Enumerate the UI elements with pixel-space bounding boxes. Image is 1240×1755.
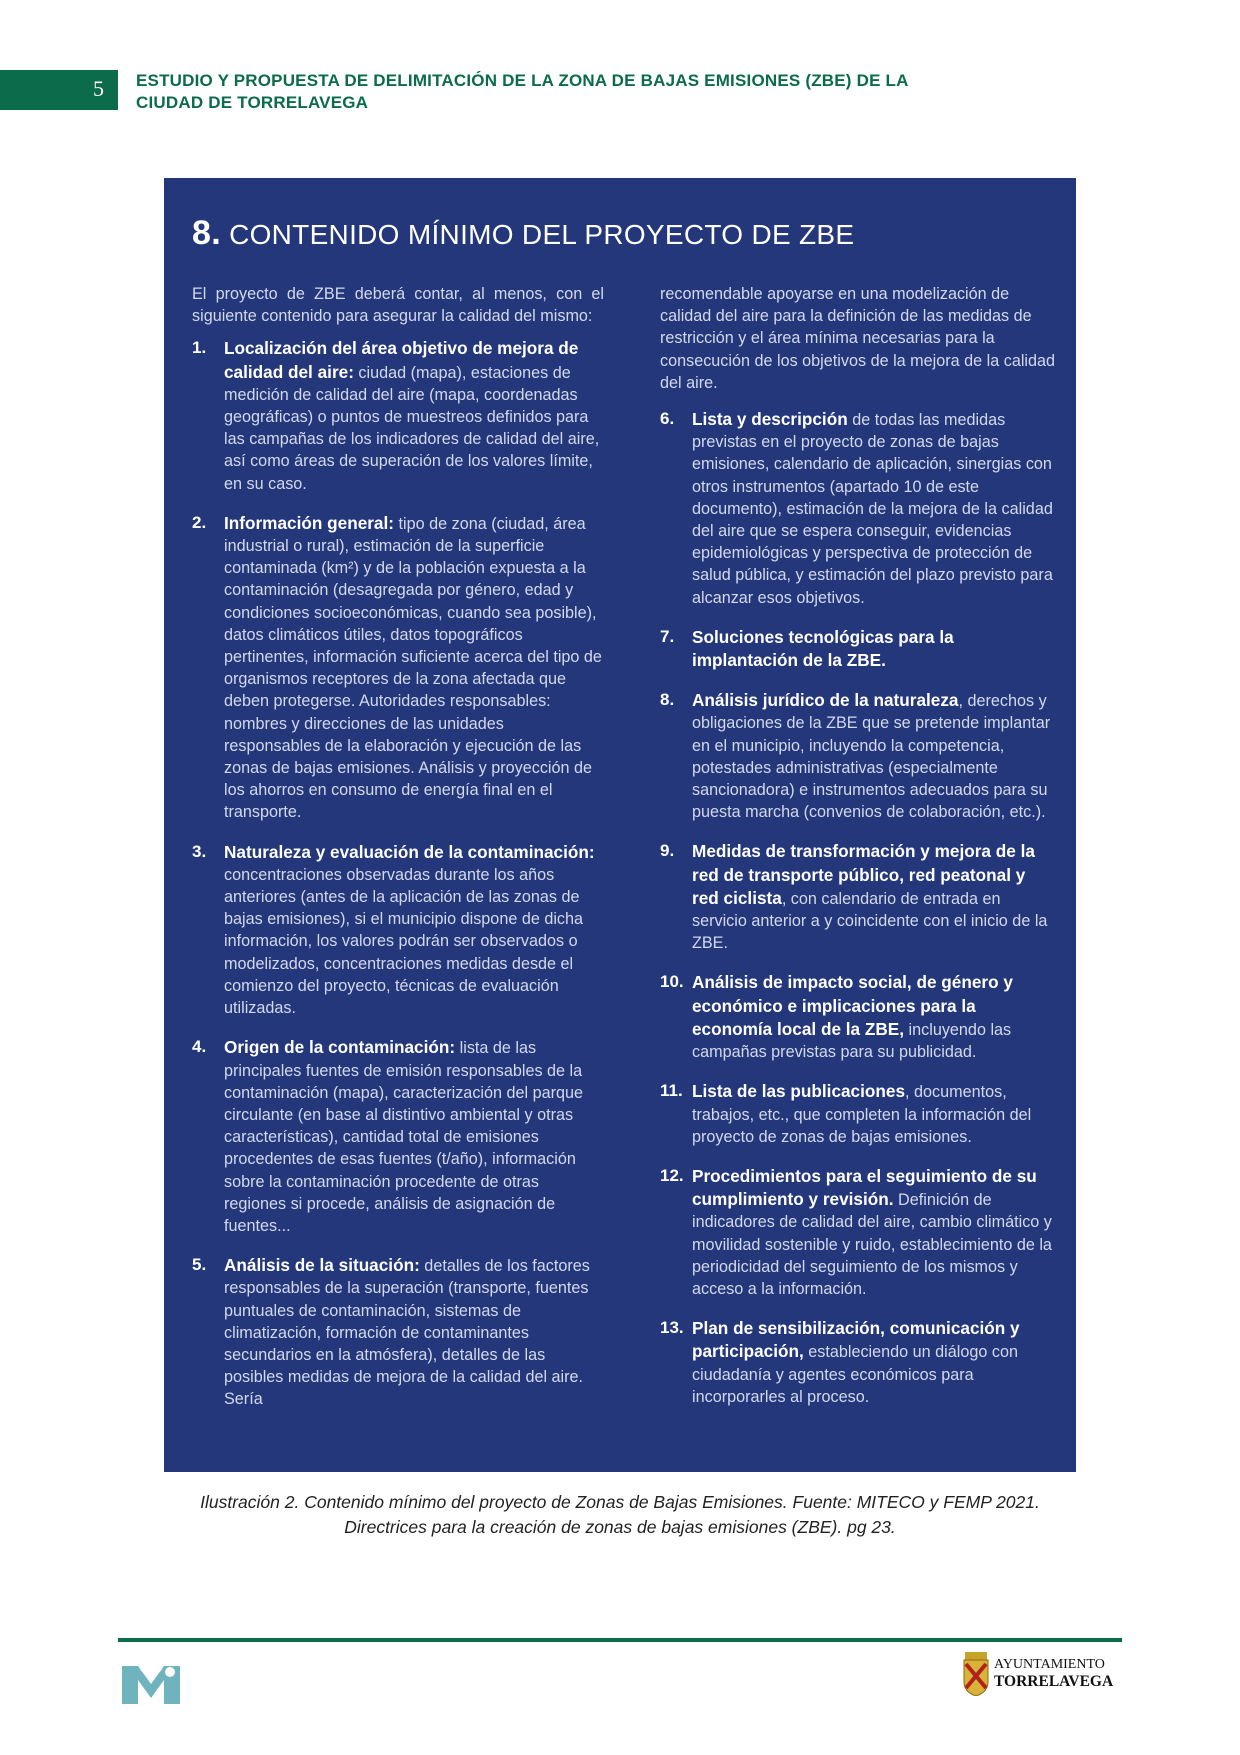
header-title-line2: CIUDAD DE TORRELAVEGA — [136, 93, 369, 112]
figure-caption — [140, 1490, 1100, 1540]
page-number: 5 — [93, 76, 104, 101]
list-item: 11. Lista de las publicaciones, documentos, trabajos, etc., que completen la información del proyecto de zonas de bajas emisiones. — [660, 1081, 1032, 1146]
figure-title-number: 8. — [192, 214, 221, 252]
list-item: 3. Naturaleza y evaluación de la contaminación: concentraciones observadas durante los años anteriores (antes de la aplicación de las zonas de bajas emisiones), si el municipio dispone de dicha información, los valores podrán ser observados o modelizados, concentraciones medidas desde el comienzo del proyecto, técnicas de evaluación utilizadas. — [192, 841, 595, 1018]
ayuntamiento-line2: TORRELAVEGA — [994, 1673, 1114, 1690]
caption-line1: Ilustración 2. Contenido mínimo del proyecto de Zonas de Bajas Emisiones. Fuente: MITECO y FEMP 2021. — [200, 1492, 1040, 1512]
list-item: 6. Lista y descripción de todas las medidas previstas en el proyecto de zonas de bajas emisiones, calendario de aplicación, sinergias con otros instrumentos (apartado 10 de este documento), estimación de la mejora de la calidad del aire que se espera conseguir, evidencias epidemiológicas y perspectiva de protección de salud pública, y estimación del plazo previsto para alcanzar esos objetivos. — [660, 409, 1053, 607]
list-item: 10. Análisis de impacto social, de género y económico e implicaciones para la economía local de la ZBE, incluyendo las campañas previstas para su publicidad. — [660, 972, 1013, 1062]
figure-title — [192, 214, 854, 253]
list-item: 13. Plan de sensibilización, comunicación y participación, estableciendo un diálogo con ciudadanía y agentes económicos para incorporarles al proceso. — [660, 1318, 1020, 1406]
list-item: 7. Soluciones tecnológicas para la implantación de la ZBE. — [660, 626, 954, 671]
caption-line2: Directrices para la creación de zonas de bajas emisiones (ZBE). pg 23. — [344, 1517, 896, 1537]
list-item: 2. Información general: tipo de zona (ciudad, área industrial o rural), estimación de la superficie contaminada (km²) y de la población expuesta a la contaminación (desagregada por género, edad y condiciones socioeconómicas, cuando sea posible), datos climáticos útiles, datos topográficos pertinentes, información suficiente acerca del tipo de organismos receptores de la zona afectada que deben protegerse. Autoridades responsables: nombres y direcciones de las unidades responsables de la elaboración y ejecución de las zonas de bajas emisiones. Análisis y proyección de los ahorros en consumo de energía final en el transporte. — [192, 512, 602, 822]
list-item: 8. Análisis jurídico de la naturaleza, derechos y obligaciones de la ZBE que se pretende implantar en el municipio, incluyendo la competencia, potestades administrativas (especialmente sancionadora) e instrumentos adecuados para su puesta marcha (convenios de colaboración, etc.). — [660, 690, 1051, 822]
list-item: 4. Origen de la contaminación: lista de las principales fuentes de emisión responsables de la contaminación (mapa), caracterización del parque circulante (en base al distintivo ambiental y otras características), cantidad total de emisiones procedentes de esas fuentes (t/año), información sobre la contaminación procedente de otras regiones si procede, análisis de asignación de fuentes... — [192, 1037, 584, 1235]
figure-intro: El proyecto de ZBE deberá contar, al menos, con el siguiente contenido para asegurar la calidad del mismo: — [192, 285, 604, 326]
ayuntamiento-name — [994, 1656, 1113, 1690]
list-item: 5. Análisis de la situación: detalles de los factores responsables de la superación (transporte, fuentes puntuales de contaminación, sistemas de climatización, formación de contaminantes secundarios en la atmósfera), detalles de las posibles medidas de mejora de la calidad del aire. Sería — [192, 1255, 590, 1409]
figure-left-column — [192, 283, 604, 1428]
coat-of-arms-icon — [962, 1652, 990, 1696]
figure-title-text: CONTENIDO MÍNIMO DEL PROYECTO DE ZBE — [229, 219, 855, 250]
list-item: 9. Medidas de transformación y mejora de la red de transporte público, red peatonal y red ciclista, con calendario de entrada en servicio anterior a y coincidente con el inicio de la ZBE. — [660, 841, 1048, 953]
footer-divider — [118, 1638, 1122, 1642]
figure-panel — [164, 178, 1076, 1472]
ayuntamiento-logo — [962, 1650, 1112, 1698]
document-header-title — [136, 70, 936, 114]
list-item: 1. Localización del área objetivo de mejora de calidad del aire: ciudad (mapa), estaciones de medición de calidad del aire (mapa, coordenadas geográficas) o puntos de muestreos definidos para las campañas de los indicadores de calidad del aire, así como áreas de superación de los valores límite, en su caso. — [192, 338, 600, 493]
header-title-line1: ESTUDIO Y PROPUESTA DE DELIMITACIÓN DE LA ZONA DE BAJAS EMISIONES (ZBE) DE LA — [136, 71, 909, 90]
municipal-logo-icon — [120, 1662, 182, 1706]
page-number-bar — [0, 70, 118, 110]
list-item: 12. Procedimientos para el seguimiento de su cumplimiento y revisión. Definición de indicadores de calidad del aire, cambio climático y movilidad sostenible y ruido, establecimiento de la periodicidad del seguimiento de los mismos y acceso a la información. — [660, 1165, 1052, 1298]
figure-continuation: recomendable apoyarse en una modelización de calidad del aire para la definición de las medidas de restricción y el área mínima necesarias para la consecución de los objetivos de la mejora de la calidad del aire. — [660, 285, 1056, 392]
ayuntamiento-line1: AYUNTAMIENTO — [994, 1657, 1105, 1672]
figure-right-column — [660, 283, 1056, 1425]
